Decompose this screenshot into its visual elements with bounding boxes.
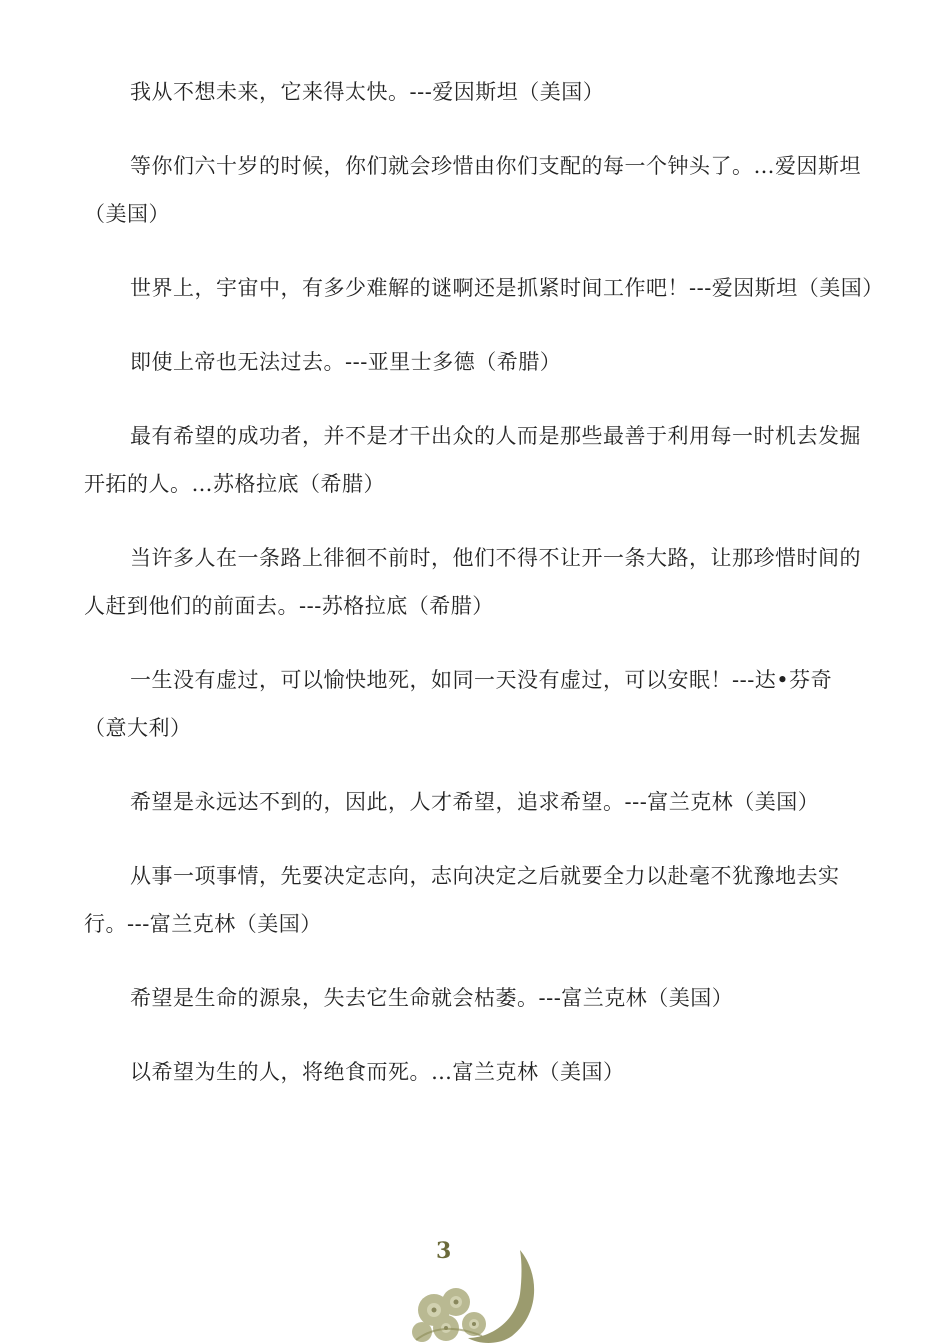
- quote-list: [84, 68, 884, 1122]
- quote-paragraph: 一生没有虚过，可以愉快地死，如同一天没有虚过，可以安眠！---达•芬奇（意大利）: [84, 668, 833, 740]
- quote-paragraph: 希望是生命的源泉，失去它生命就会枯萎。---富兰克林（美国）: [130, 986, 734, 1010]
- quote-paragraph: 等你们六十岁的时候，你们就会珍惜由你们支配的每一个钟头了。…爱因斯坦（美国）: [84, 154, 861, 226]
- quote-paragraph: 即使上帝也无法过去。---亚里士多德（希腊）: [130, 350, 562, 374]
- page-number: 3: [436, 1238, 452, 1264]
- quote-paragraph: 当许多人在一条路上徘徊不前时，他们不得不让开一条大路，让那珍惜时间的人赶到他们的前面去。---苏格拉底（希腊）: [84, 546, 861, 618]
- quote-paragraph: 希望是永远达不到的，因此，人才希望，追求希望。---富兰克林（美国）: [130, 790, 820, 814]
- quote-paragraph: 从事一项事情，先要决定志向，志向决定之后就要全力以赴毫不犹豫地去实行。---富兰克林（美国）: [84, 864, 840, 936]
- quote-paragraph: 最有希望的成功者，并不是才干出众的人而是那些最善于利用每一时机去发掘开拓的人。…苏格拉底（希腊）: [84, 424, 861, 496]
- quote-paragraph: 我从不想未来，它来得太快。---爱因斯坦（美国）: [130, 80, 605, 104]
- floral-crescent-ornament-icon: [412, 1240, 542, 1344]
- quote-paragraph: 世界上，宇宙中，有多少难解的谜啊还是抓紧时间工作吧！---爱因斯坦（美国）: [130, 276, 884, 300]
- quote-paragraph: 以希望为生的人，将绝食而死。…富兰克林（美国）: [130, 1060, 625, 1084]
